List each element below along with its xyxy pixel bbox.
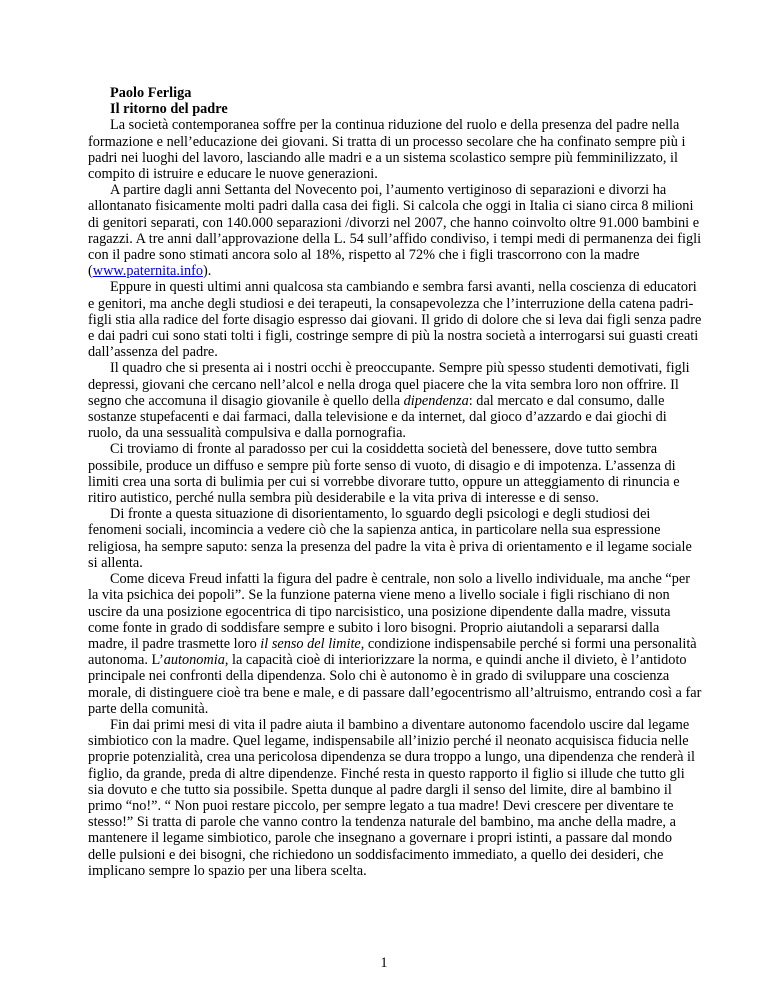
page-number: 1 [380,955,388,971]
emphasis-senso-del-limite: il senso del limite [260,635,361,652]
paragraph-8: Fin dai primi mesi di vita il padre aiuta il bambino a diventare autonomo facendolo uscire dal legame simbiotico con la madre. Quel legame, indispensabile all’inizio perché il neonato acquisisca fiducia nelle proprie potenzialità, crea una pericolosa dipendenza se dura troppo a lungo, una dipendenza che renderà il figlio, da grande, preda di altre dipendenze. Finché resta in questo rapporto il figlio si illude che tutto gli sia dovuto e che tutto sia possibile. Spetta dunque al padre dargli il senso del limite, dire al bambino il primo “no!”. “ Non puoi restare piccolo, per sempre legato a tua madre! Devi crescere per diventare te stesso!” Si tratta di parole che vanno contro la tendenza naturale del bambino, ma anche della madre, a mantenere il legame simbiotico, parole che insegnano a governare i propri istinti, a passare dal mondo delle pulsioni e dei bisogni, che richiedono un soddisfacimento immediato, a quello dei desideri, che implicano sempre lo spazio per una libera scelta. [88,716,695,879]
paragraph-2: A partire dagli anni Settanta del Novecento poi, l’aumento vertiginoso di separazioni e divorzi ha allontanato fisicamente molti padri dalla casa dei figli. Si calcola che oggi in Italia ci siano circa 8 milioni di genitori separati, con 140.000 separazioni /divorzi nel 2007, che hanno coinvolto oltre 91.000 bambini e ragazzi. A tre anni dall’approvazione della L. 54 sull’affido condiviso, i tempi medi di permanenza dei figli con il padre sono stimati ancora solo al 18%, rispetto al 72% che i figli trascorrono con la madre (www.paternita.info). [88,182,702,280]
paternita-link[interactable]: www.paternita.info [92,263,204,280]
paragraph-3: Eppure in questi ultimi anni qualcosa sta cambiando e sembra farsi avanti, nella coscienza di educatori e genitori, ma anche degli studiosi e dei terapeuti, la consapevolezza che l’interruzione della catena padri-figli stia alla radice del forte disagio espresso dai giovani. Il grido di dolore che si leva dai figli senza padre e dai padri cui sono stati tolti i figli, costringe sempre di più la nostra società a interrogarsi sui guasti creati dall’assenza del padre. [88,279,702,361]
paragraph-1: La società contemporanea soffre per la continua riduzione del ruolo e della presenza del padre nella formazione e nell’educazione dei giovani. Si tratta di un processo secolare che ha confinato sempre più i padri nei luoghi del lavoro, lasciando alle madri e a un sistema scolastico sempre più femminilizzato, il compito di istruire e educare le nuove generazioni. [88,117,686,183]
paragraph-5: Ci troviamo di fronte al paradosso per cui la cosiddetta società del benessere, dove tutto sembra possibile, produce un diffuso e sempre più forte senso di vuoto, di disagio e di impotenza. L’assenza di limiti crea una sorta di bulimia per cui si vorrebbe divorare tutto, oppure un atteggiamento di rinuncia e ritiro autistico, perché nulla sembra più desiderabile e la vita priva di interesse e di senso. [88,441,680,507]
emphasis-autonomia: autonomia [163,652,225,669]
author-name: Paolo Ferliga [110,85,192,101]
emphasis-dipendenza: dipendenza [403,392,469,409]
paragraph-4: Il quadro che si presenta ai i nostri occhi è preoccupante. Sempre più spesso studenti demotivati, figli depressi, giovani che cercano nell’alcol e nella droga quel piacere che la vita sembra loro non offrire. Il segno che accomuna il disagio giovanile è quello della dipendenza: dal mercato e dal consumo, dalle sostanze stupefacenti e dai farmaci, dalla televisione e da internet, dal gioco d’azzardo e dai giochi di ruolo, da una sessualità compulsiva e dalla pornografia. [88,360,690,442]
paragraph-7: Come diceva Freud infatti la figura del padre è centrale, non solo a livello individuale, ma anche “per la vita psichica dei popoli”. Se la funzione paterna viene meno a livello sociale i figli rischiano di non uscire da una posizione egocentrica di tipo narcisistico, una posizione dipendente dalla madre, vissuta come fonte in grado di soddisfare sempre e subito i loro bisogni. Proprio aiutandoli a separarsi dalla madre, il padre trasmette loro il senso del limite, condizione indispensabile perché si formi una personalità autonoma. L’autonomia, la capacità cioè di interiorizzare la norma, e quindi anche il divieto, è l’antidoto principale nei confronti della dipendenza. Solo chi è autonomo è in grado di sviluppare una coscienza morale, di distinguere cioè tra bene e male, e di passare dall’egocentrismo all’altruismo, entrando così a far parte della comunità. [88,571,702,717]
article-title: Il ritorno del padre [110,101,228,118]
paragraph-6: Di fronte a questa situazione di disorientamento, lo sguardo degli psicologi e degli studiosi dei fenomeni sociali, incomincia a vedere ciò che la sapienza antica, in particolare nella sua espressione religiosa, ha sempre saputo: senza la presenza del padre la vita è priva di orientamento e il legame sociale si allenta. [88,506,692,571]
